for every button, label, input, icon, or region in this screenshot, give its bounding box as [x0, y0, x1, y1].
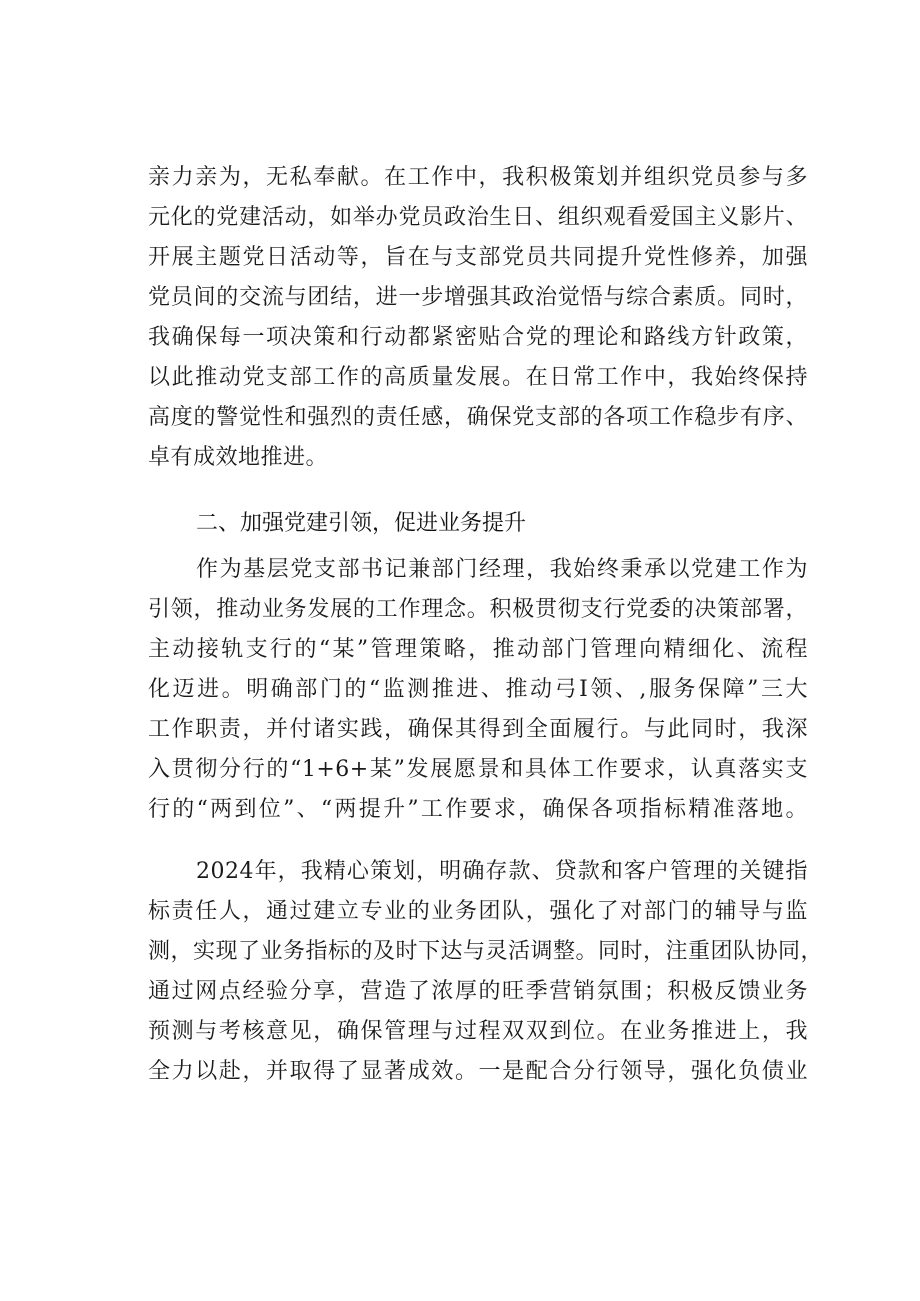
section-heading: 二、加强党建引领，促进业务提升: [196, 511, 527, 536]
paragraph-line: 化迈进。明确部门的“监测推进、推动弓I领、,服务保障”三大: [148, 677, 808, 702]
paragraph-line: 开展主题党日活动等，旨在与支部党员共同提升党性修养，加强: [148, 245, 808, 270]
paragraph-line: 测，实现了业务指标的及时下达与灵活调整。同时，注重团队协同，: [148, 939, 824, 964]
paragraph-line: 引领，推动业务发展的工作理念。积极贯彻支行党委的决策部署，: [148, 597, 808, 622]
paragraph-line: 卓有成效地推进。: [148, 445, 329, 470]
paragraph-line: 党员间的交流与团结，进一步增强其政治觉悟与综合素质。同时，: [148, 285, 808, 310]
paragraph-line: 我确保每一项决策和行动都紧密贴合党的理论和路线方针政策，: [148, 325, 808, 350]
paragraph-line: 入贯彻分行的“1+6+某”发展愿景和具体工作要求，认真落实支: [148, 757, 808, 782]
paragraph-line: 通过网点经验分享，营造了浓厚的旺季营销氛围；积极反馈业务: [148, 979, 808, 1004]
paragraph-line: 行的“两到位”、“两提升”工作要求，确保各项指标精准落地。: [148, 797, 808, 822]
paragraph-business-2024: [148, 852, 824, 1092]
paragraph-line: 高度的警觉性和强烈的责任感，确保党支部的各项工作稳步有序、: [148, 405, 808, 430]
paragraph-line: 元化的党建活动，如举办党员政治生日、组织观看爱国主义影片、: [148, 205, 808, 230]
paragraph-line: 2024年，我精心策划，明确存款、贷款和客户管理的关键指: [196, 859, 808, 884]
paragraph-line: 标责任人，通过建立专业的业务团队，强化了对部门的辅导与监: [148, 899, 808, 924]
paragraph-line: 以此推动党支部工作的高质量发展。在日常工作中，我始终保持: [148, 365, 808, 390]
paragraph-line: 亲力亲为，无私奉献。在工作中，我积极策划并组织党员参与多: [148, 165, 808, 190]
paragraph-line: 全力以赴，并取得了显著成效。一是配合分行领导，强化负债业: [148, 1059, 808, 1084]
paragraph-line: 主动接轨支行的“某”管理策略，推动部门管理向精细化、流程: [148, 637, 808, 662]
paragraph-line: 作为基层党支部书记兼部门经理，我始终秉承以党建工作为: [196, 557, 808, 582]
paragraph-line: 预测与考核意见，确保管理与过程双双到位。在业务推进上，我: [148, 1019, 808, 1044]
paragraph-line: 工作职责，并付诸实践，确保其得到全面履行。与此同时，我深: [148, 717, 808, 742]
paragraph-party-activities: [148, 158, 808, 478]
paragraph-party-leadership: [148, 550, 808, 830]
